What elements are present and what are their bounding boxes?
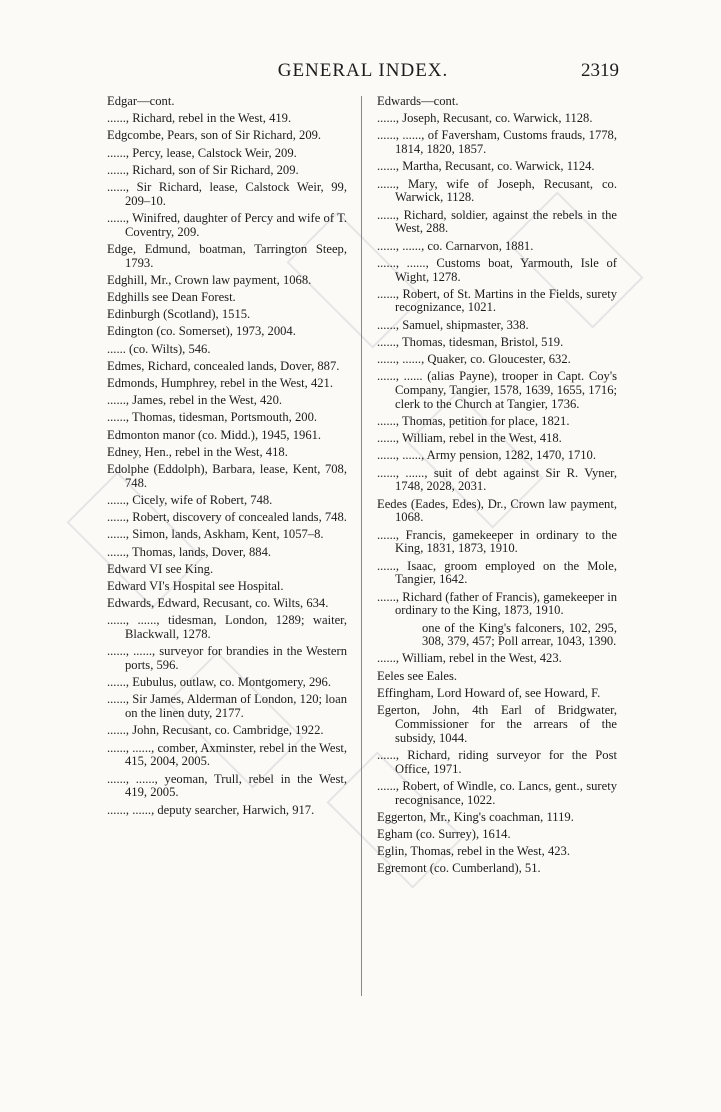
- index-entry: Edwards, Edward, Recusant, co. Wilts, 634.: [107, 596, 329, 611]
- index-entry: Eglin, Thomas, rebel in the West, 423.: [377, 844, 570, 859]
- index-entry: Edmonds, Humphrey, rebel in the West, 421.: [107, 376, 333, 391]
- index-entry: ......, Percy, lease, Calstock Weir, 209.: [107, 145, 297, 160]
- index-entry: ......, ......, surveyor for brandies in the Western ports, 596.: [107, 644, 347, 673]
- index-entry: ......, John, Recusant, co. Cambridge, 1922.: [107, 723, 324, 738]
- index-entry: ......, Joseph, Recusant, co. Warwick, 1128.: [377, 111, 593, 126]
- index-entry: Edgar—cont.: [107, 94, 175, 108]
- index-entry: Edghills see Dean Forest.: [107, 290, 236, 305]
- index-entry: ......, ......, Quaker, co. Gloucester, 632.: [377, 352, 571, 367]
- index-entry: ......, ......, deputy searcher, Harwich, 917.: [107, 802, 315, 817]
- index-column-left: [107, 95, 347, 821]
- index-entry: ......, James, rebel in the West, 420.: [107, 393, 283, 408]
- index-entry: ......, Richard (father of Francis), gamekeeper in ordinary to the King, 1873, 1910.: [377, 589, 617, 618]
- index-entry: Edmonton manor (co. Midd.), 1945, 1961.: [107, 427, 322, 442]
- index-entry: ......, ......, tidesman, London, 1289; waiter, Blackwall, 1278.: [107, 613, 347, 642]
- index-entry: Eggerton, Mr., King's coachman, 1119.: [377, 809, 574, 824]
- index-entry: ......, Eubulus, outlaw, co. Montgomery, 296.: [107, 675, 331, 690]
- index-entry: ......, Richard, rebel in the West, 419.: [107, 111, 292, 126]
- index-entry: ......, Richard, son of Sir Richard, 209.: [107, 162, 299, 177]
- index-entry: one of the King's falconers, 102, 295, 308, 379, 457; Poll arrear, 1043, 1390.: [422, 620, 617, 649]
- page-header: [107, 60, 619, 84]
- index-entry: Edmes, Richard, concealed lands, Dover, 887.: [107, 358, 340, 373]
- page-title: GENERAL INDEX.: [277, 60, 449, 81]
- index-entry: ......, ...... (alias Payne), trooper in Capt. Coy's Company, Tangier, 1578, 1639, 1655, 1716; clerk to the Church at Tangier, 1736.: [377, 369, 617, 411]
- index-entry: ......, Richard, soldier, against the rebels in the West, 288.: [377, 207, 617, 236]
- index-entry: Edward VI's Hospital see Hospital.: [107, 578, 284, 593]
- index-entry: Edward VI see King.: [107, 561, 214, 576]
- index-entry: ......, Isaac, groom employed on the Mole, Tangier, 1642.: [377, 558, 617, 587]
- index-entry: Eeles see Eales.: [377, 668, 458, 683]
- index-entry: ......, ......, comber, Axminster, rebel in the West, 415, 2004, 2005.: [107, 740, 347, 769]
- index-entry: ......, Robert, of St. Martins in the Fields, surety recognizance, 1021.: [377, 286, 617, 315]
- index-entry: Edolphe (Eddolph), Barbara, lease, Kent, 708, 748.: [107, 461, 347, 490]
- index-entry: ......, Thomas, tidesman, Bristol, 519.: [377, 334, 564, 349]
- index-entry: ...... (co. Wilts), 546.: [107, 341, 211, 356]
- index-column-right: [377, 95, 617, 880]
- column-divider: [361, 96, 362, 996]
- index-entry: ......, Martha, Recusant, co. Warwick, 1124.: [377, 159, 595, 174]
- index-entry: Edgcombe, Pears, son of Sir Richard, 209.: [107, 128, 322, 143]
- index-entry: ......, Richard, riding surveyor for the Post Office, 1971.: [377, 747, 617, 776]
- index-entry: ......, Simon, lands, Askham, Kent, 1057–8.: [107, 527, 324, 542]
- index-entry: Edinburgh (Scotland), 1515.: [107, 307, 251, 322]
- index-entry: ......, Robert, of Windle, co. Lancs, gent., surety recognisance, 1022.: [377, 778, 617, 807]
- index-entry: ......, William, rebel in the West, 418.: [377, 431, 562, 446]
- index-entry: Edington (co. Somerset), 1973, 2004.: [107, 324, 296, 339]
- index-entry: ......, Francis, gamekeeper in ordinary to the King, 1831, 1873, 1910.: [377, 527, 617, 556]
- index-entry: ......, ......, Customs boat, Yarmouth, Isle of Wight, 1278.: [377, 255, 617, 284]
- index-entry: ......, ......, yeoman, Trull, rebel in the West, 419, 2005.: [107, 771, 347, 800]
- index-entry: Effingham, Lord Howard of, see Howard, F.: [377, 685, 601, 700]
- index-entry: ......, Sir James, Alderman of London, 120; loan on the linen duty, 2177.: [107, 692, 347, 721]
- index-entry: Edghill, Mr., Crown law payment, 1068.: [107, 272, 312, 287]
- index-entry: ......, Mary, wife of Joseph, Recusant, co. Warwick, 1128.: [377, 176, 617, 205]
- index-entry: ......, ......, of Faversham, Customs frauds, 1778, 1814, 1820, 1857.: [377, 128, 617, 157]
- index-entry: Egham (co. Surrey), 1614.: [377, 826, 511, 841]
- index-entry: ......, Samuel, shipmaster, 338.: [377, 317, 529, 332]
- index-entry: ......, Sir Richard, lease, Calstock Weir, 99, 209–10.: [107, 179, 347, 208]
- index-entry: Egremont (co. Cumberland), 51.: [377, 861, 541, 876]
- index-entry: ......, William, rebel in the West, 423.: [377, 651, 562, 666]
- index-entry: Edge, Edmund, boatman, Tarrington Steep, 1793.: [107, 241, 347, 270]
- index-entry: ......, Winifred, daughter of Percy and wife of T. Coventry, 209.: [107, 210, 347, 239]
- page-number: 2319: [581, 60, 619, 81]
- index-entry: ......, ......, co. Carnarvon, 1881.: [377, 238, 534, 253]
- index-entry: ......, Cicely, wife of Robert, 748.: [107, 492, 273, 507]
- index-entry: Edwards—cont.: [377, 94, 459, 108]
- index-entry: ......, Thomas, lands, Dover, 884.: [107, 544, 272, 559]
- index-entry: ......, Thomas, petition for place, 1821.: [377, 414, 570, 429]
- index-entry: Eedes (Eades, Edes), Dr., Crown law payment, 1068.: [377, 496, 617, 525]
- index-entry: ......, Robert, discovery of concealed lands, 748.: [107, 510, 347, 525]
- index-entry: Edney, Hen., rebel in the West, 418.: [107, 444, 288, 459]
- index-entry: Egerton, John, 4th Earl of Bridgwater, Commissioner for the arrears of the subsidy, 1044.: [377, 703, 617, 745]
- index-entry: ......, ......, suit of debt against Sir R. Vyner, 1748, 2028, 2031.: [377, 465, 617, 494]
- index-entry: ......, ......, Army pension, 1282, 1470, 1710.: [377, 448, 596, 463]
- index-entry: ......, Thomas, tidesman, Portsmouth, 200.: [107, 410, 318, 425]
